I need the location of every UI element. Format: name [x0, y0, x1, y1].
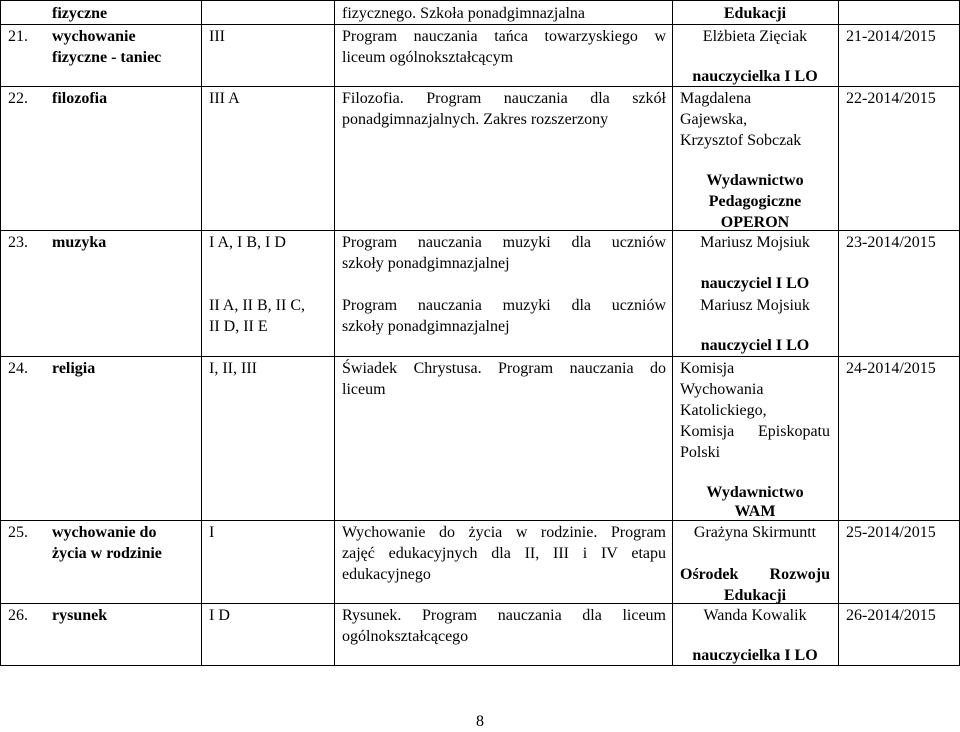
author-cell: nauczycielka I LO — [692, 647, 818, 664]
table-border — [672, 0, 673, 666]
author-cell: Grażyna Skirmuntt — [693, 524, 817, 541]
subject-cell: wychowanie — [52, 28, 136, 45]
publisher-cell: OPERON — [720, 214, 790, 231]
subject-cell: filozofia — [52, 90, 108, 107]
program-cell: Program nauczania tańca towarzyskiego w — [342, 28, 666, 45]
program-cell: szkoły ponadgimnazjalnej — [342, 255, 510, 272]
author-cell: Elżbieta Zięciak — [702, 28, 808, 45]
table-border — [0, 0, 960, 1]
row-number: 23. — [8, 234, 28, 251]
program-cell: Wychowanie do życia w rodzinie. Program — [342, 524, 666, 541]
code-cell: 21-2014/2015 — [846, 28, 936, 45]
author-cell: Mariusz Mojsiuk — [700, 234, 810, 251]
program-cell: Rysunek. Program nauczania dla liceum — [342, 607, 666, 624]
row-number: 25. — [8, 524, 28, 541]
subject-cell: życia w rodzinie — [52, 545, 162, 562]
class-cell: II A, II B, II C, — [209, 297, 305, 314]
program-cell: Świadek Chrystusa. Program nauczania do — [342, 360, 666, 377]
page-number: 8 — [476, 713, 484, 730]
publisher-cell: Edukacji — [723, 587, 787, 604]
publisher-cell: Pedagogiczne — [708, 193, 802, 210]
row-number: 22. — [8, 90, 28, 107]
class-cell: II D, II E — [209, 318, 268, 335]
program-cell: fizycznego. Szkoła ponadgimnazjalna — [342, 5, 586, 22]
subject-cell: rysunek — [52, 607, 108, 624]
author-cell: nauczyciel I LO — [700, 275, 810, 292]
program-cell: liceum — [342, 381, 386, 398]
author-cell: Komisja — [680, 360, 735, 377]
program-cell: szkoły ponadgimnazjalnej — [342, 318, 510, 335]
class-cell: III A — [209, 90, 240, 107]
subject-cell: fizyczne — [52, 5, 108, 22]
author-cell: Wanda Kowalik — [703, 607, 807, 624]
row-number: 24. — [8, 360, 28, 377]
table-border — [0, 356, 960, 357]
author-cell: nauczycielka I LO — [692, 68, 818, 85]
program-cell: edukacyjnego — [342, 566, 431, 583]
publisher-cell: Wydawnictwo — [706, 484, 804, 501]
author-cell: Komisja Episkopatu — [680, 423, 830, 440]
table-border — [201, 0, 202, 666]
row-number: 26. — [8, 607, 28, 624]
publisher-cell: Edukacji — [723, 5, 787, 22]
author-cell: Krzysztof Sobczak — [680, 132, 802, 149]
author-cell: Mariusz Mojsiuk — [700, 297, 810, 314]
publisher-cell: WAM — [734, 503, 776, 520]
subject-cell: fizyczne - taniec — [52, 49, 162, 66]
author-cell: Magdalena — [680, 90, 752, 107]
code-cell: 23-2014/2015 — [846, 234, 936, 251]
program-cell: Filozofia. Program nauczania dla szkół — [342, 90, 666, 107]
author-cell: Gajewska, — [680, 111, 748, 128]
table-border — [838, 0, 839, 666]
author-cell: nauczyciel I LO — [700, 337, 810, 354]
program-cell: ponadgimnazjalnych. Zakres rozszerzony — [342, 111, 609, 128]
program-cell: zajęć edukacyjnych dla II, III i IV etapu — [342, 545, 666, 562]
class-cell: I A, I B, I D — [209, 234, 286, 251]
code-cell: 26-2014/2015 — [846, 607, 936, 624]
publisher-cell: Wydawnictwo — [706, 172, 804, 189]
author-cell: Wychowania — [680, 381, 764, 398]
table-border — [334, 0, 335, 666]
row-number: 21. — [8, 28, 28, 45]
code-cell: 24-2014/2015 — [846, 360, 936, 377]
table-border — [0, 0, 1, 666]
code-cell: 22-2014/2015 — [846, 90, 936, 107]
subject-cell: muzyka — [52, 234, 107, 251]
author-cell: Katolickiego, — [680, 402, 767, 419]
class-cell: I, II, III — [209, 360, 257, 377]
class-cell: III — [209, 28, 225, 45]
program-cell: liceum ogólnokształcącym — [342, 49, 514, 66]
table-border — [0, 24, 960, 25]
subject-cell: religia — [52, 360, 96, 377]
program-cell: Program nauczania muzyki dla uczniów — [342, 297, 666, 314]
code-cell: 25-2014/2015 — [846, 524, 936, 541]
program-cell: ogólnokształcącego — [342, 628, 469, 645]
author-cell: Polski — [680, 444, 721, 461]
publisher-cell: Ośrodek Rozwoju — [680, 566, 830, 583]
class-cell: I — [209, 524, 215, 541]
subject-cell: wychowanie do — [52, 524, 157, 541]
class-cell: I D — [209, 607, 230, 624]
program-cell: Program nauczania muzyki dla uczniów — [342, 234, 666, 251]
